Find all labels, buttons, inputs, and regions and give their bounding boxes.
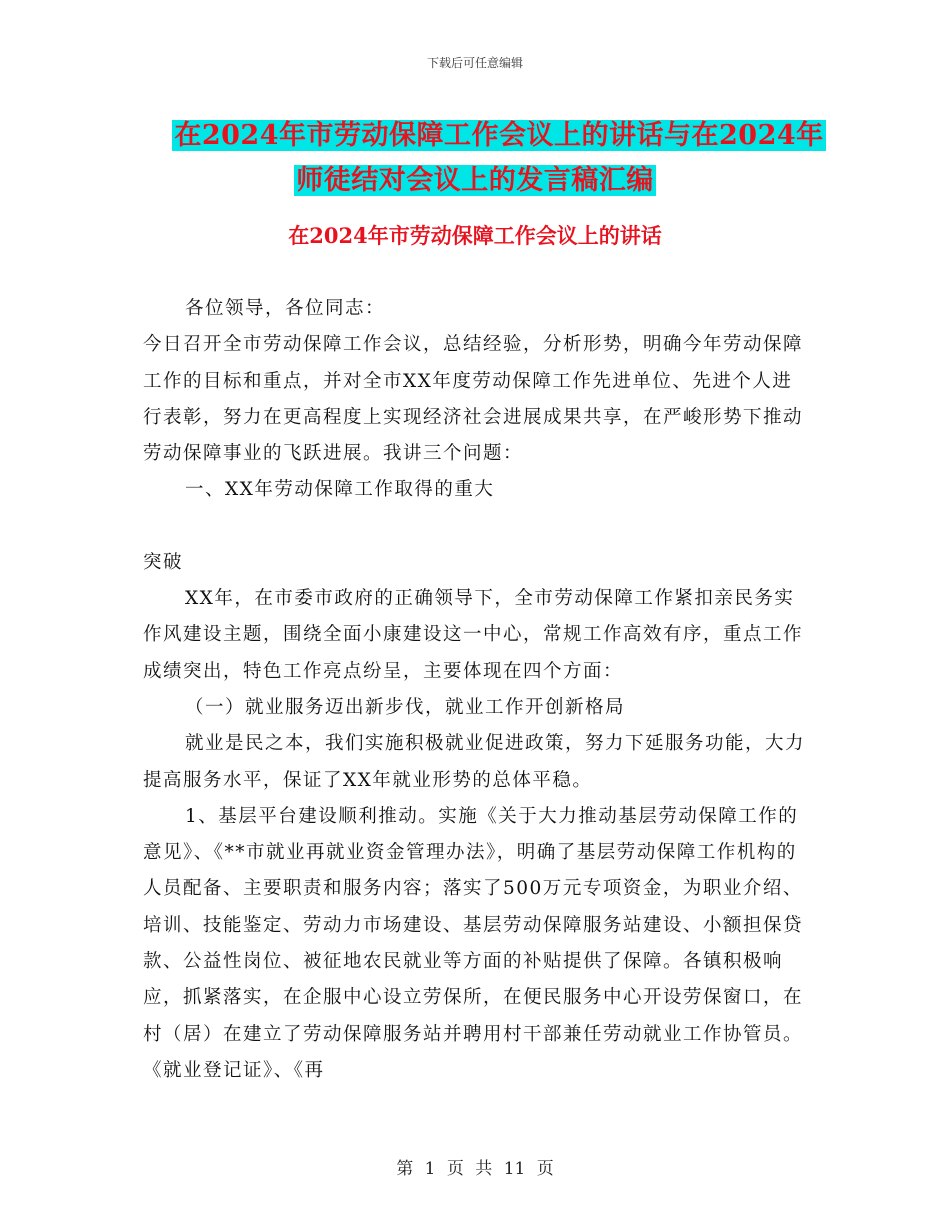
document-title-line-1: [0, 113, 950, 152]
section-title: 在2024年市劳动保障工作会议上的讲话: [288, 223, 662, 248]
subheading-one: （一）就业服务迈出新步伐，就业工作开创新格局: [185, 696, 626, 718]
document-title-line-2-text: 师徒结对会议上的发言稿汇编: [296, 165, 654, 196]
document-title-line-1-text: 在2024年市劳动保障工作会议上的讲话与在2024年: [174, 120, 824, 151]
page-header-note: 下载后可任意编辑: [426, 56, 523, 70]
document-body: [143, 291, 811, 1089]
greeting-paragraph: 各位领导，各位同志：: [185, 298, 386, 319]
heading-one: 一、XX年劳动保障工作取得的重大: [185, 479, 495, 501]
employment-paragraph: 就业是民之本，我们实施积极就业促进政策，努力下延服务功能，大力提高服务水平，保证了XX年就业形势的总体平稳。: [143, 733, 806, 791]
page-number-footer: 第 1 页 共 11 页: [396, 1159, 554, 1179]
achievements-paragraph: XX年，在市委市政府的正确领导下，全市劳动保障工作紧扣亲民务实作风建设主题，围绕全面小康建设这一中心，常规工作高效有序，重点工作成绩突出，特色工作亮点纷呈，主要体现在四个方面：: [143, 588, 804, 682]
platform-paragraph: 1、基层平台建设顺利推动。实施《关于大力推动基层劳动保障工作的意见》、《**市就业再就业资金管理办法》，明确了基层劳动保障工作机构的人员配备、主要职责和服务内容；落实了500万元专项资金，为职业介绍、培训、技能鉴定、劳动力市场建设、基层劳动保障服务站建设、小额担保贷款、公益性岗位、被征地农民就业等方面的补贴提供了保障。各镇积极响应，抓紧落实，在企服中心设立劳保所，在便民服务中心开设劳保窗口，在村（居）在建立了劳动保障服务站并聘用村干部兼任劳动就业工作协管员。《就业登记证》、《再: [143, 805, 804, 1081]
heading-one-continuation: 突破: [143, 551, 184, 573]
paragraph-gap: [143, 509, 811, 545]
document-title-line-2: [0, 158, 950, 197]
intro-paragraph: 今日召开全市劳动保障工作会议，总结经验，分析形势，明确今年劳动保障工作的目标和重点，并对全市XX年度劳动保障工作先进单位、先进个人进行表彰，努力在更高程度上实现经济社会进展成果共享，在严峻形势下推动劳动保障事业的飞跃进展。我讲三个问题：: [143, 334, 804, 465]
